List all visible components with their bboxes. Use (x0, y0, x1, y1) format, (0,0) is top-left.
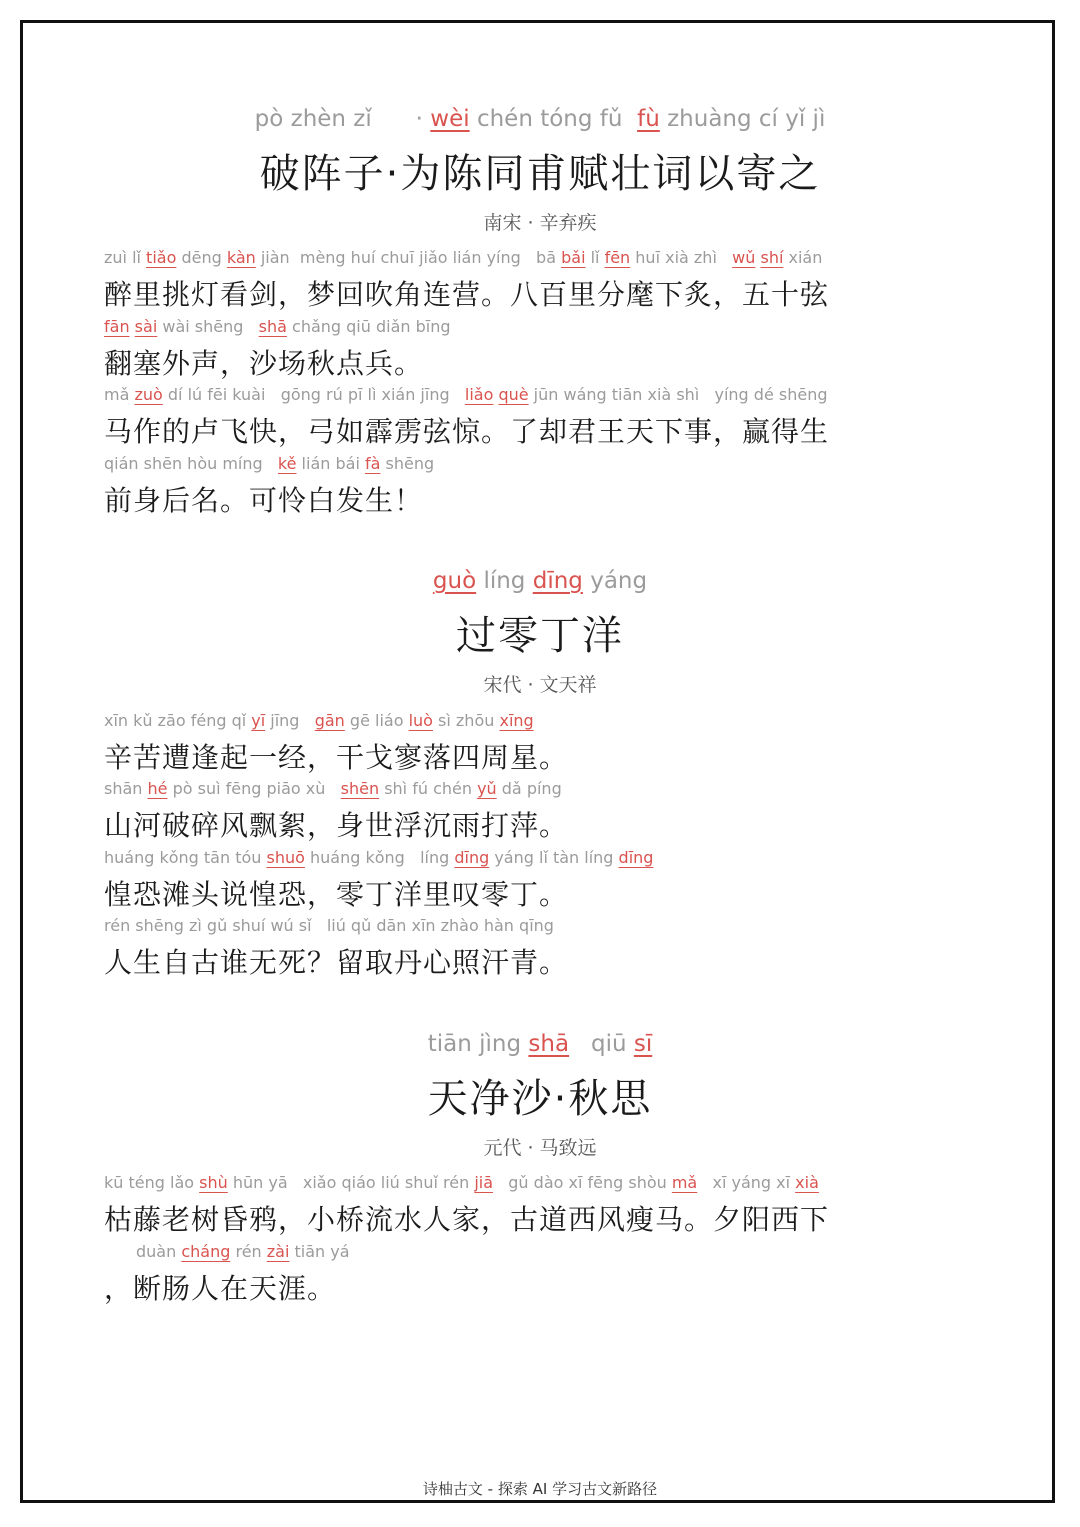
poem-1-author: 南宋 · 辛弃疾 (483, 212, 597, 234)
poem-2-line-4-pinyin: rén shēng zì gǔ shuí wú sǐ liú qǔ dān xīn zhào hàn qīng (104, 916, 554, 935)
poem-1-line-1-pinyin: zuì lǐ tiǎo dēng kàn jiàn mèng huí chuī jiǎo lián yíng bā bǎi lǐ fēn huī xià zhì wǔ shí xián (104, 248, 823, 267)
poem-3-title-pinyin: tiān jìng shā qiū sī (427, 1031, 653, 1057)
poem-2-title-pinyin: guò líng dīng yáng (432, 568, 648, 594)
poem-2-author: 宋代 · 文天祥 (483, 674, 597, 696)
poem-1-line-3-pinyin: mǎ zuò dí lú fēi kuài gōng rú pī lì xián jīng liǎo què jūn wáng tiān xià shì yíng dé shēng (104, 385, 828, 404)
poem-2-line-2-text: 山河破碎风飘絮，身世浮沉雨打萍。 (104, 809, 569, 842)
poem-1-line-1-text: 醉里挑灯看剑，梦回吹角连营。八百里分麾下炙，五十弦 (104, 278, 830, 311)
poem-1-line-4-pinyin: qián shēn hòu míng kě lián bái fà shēng (104, 454, 435, 473)
poem-2-title: 过零丁洋 (456, 613, 624, 659)
poem-3-title: 天净沙·秋思 (427, 1076, 653, 1122)
poem-3-line-2-pinyin: duàn cháng rén zài tiān yá (136, 1242, 350, 1261)
poem-2-line-2-pinyin: shān hé pò suì fēng piāo xù shēn shì fú chén yǔ dǎ píng (104, 779, 562, 798)
poem-3-line-2-text: ，断肠人在天涯。 (104, 1272, 337, 1305)
poem-1-line-2-text: 翻塞外声，沙场秋点兵。 (104, 347, 424, 380)
poem-1-line-2-pinyin: fān sài wài shēng shā chǎng qiū diǎn bīng (104, 317, 451, 336)
poem-2-line-4-text: 人生自古谁无死？留取丹心照汗青。 (104, 946, 569, 979)
footer-text: 诗柚古文 - 探索 AI 学习古文新路径 (422, 1480, 658, 1498)
poem-1-line-4-text: 前身后名。可怜白发生！ (104, 484, 424, 517)
poem-2-line-3-pinyin: huáng kǒng tān tóu shuō huáng kǒng líng dīng yáng lǐ tàn líng dīng (104, 848, 654, 867)
poem-2-line-1-pinyin: xīn kǔ zāo féng qǐ yī jīng gān gē liáo luò sì zhōu xīng (104, 711, 534, 730)
poem-2-line-1-text: 辛苦遭逢起一经，干戈寥落四周星。 (104, 741, 569, 774)
poem-1-title: 破阵子·为陈同甫赋壮词以寄之 (259, 151, 821, 197)
poem-1-line-3-text: 马作的卢飞快，弓如霹雳弦惊。了却君王天下事，赢得生 (104, 415, 830, 448)
poem-3-author: 元代 · 马致远 (483, 1137, 597, 1159)
poem-2-line-3-text: 惶恐滩头说惶恐，零丁洋里叹零丁。 (104, 878, 569, 911)
poem-3-line-1-text: 枯藤老树昏鸦，小桥流水人家，古道西风瘦马。夕阳西下 (104, 1203, 830, 1236)
poem-1-title-pinyin: pò zhèn zǐ · wèi chén tóng fǔ fù zhuàng cí yǐ jì (254, 106, 826, 132)
poem-3-line-1-pinyin: kū téng lǎo shù hūn yā xiǎo qiáo liú shuǐ rén jiā gǔ dào xī fēng shòu mǎ xī yáng xī xià (104, 1173, 819, 1192)
